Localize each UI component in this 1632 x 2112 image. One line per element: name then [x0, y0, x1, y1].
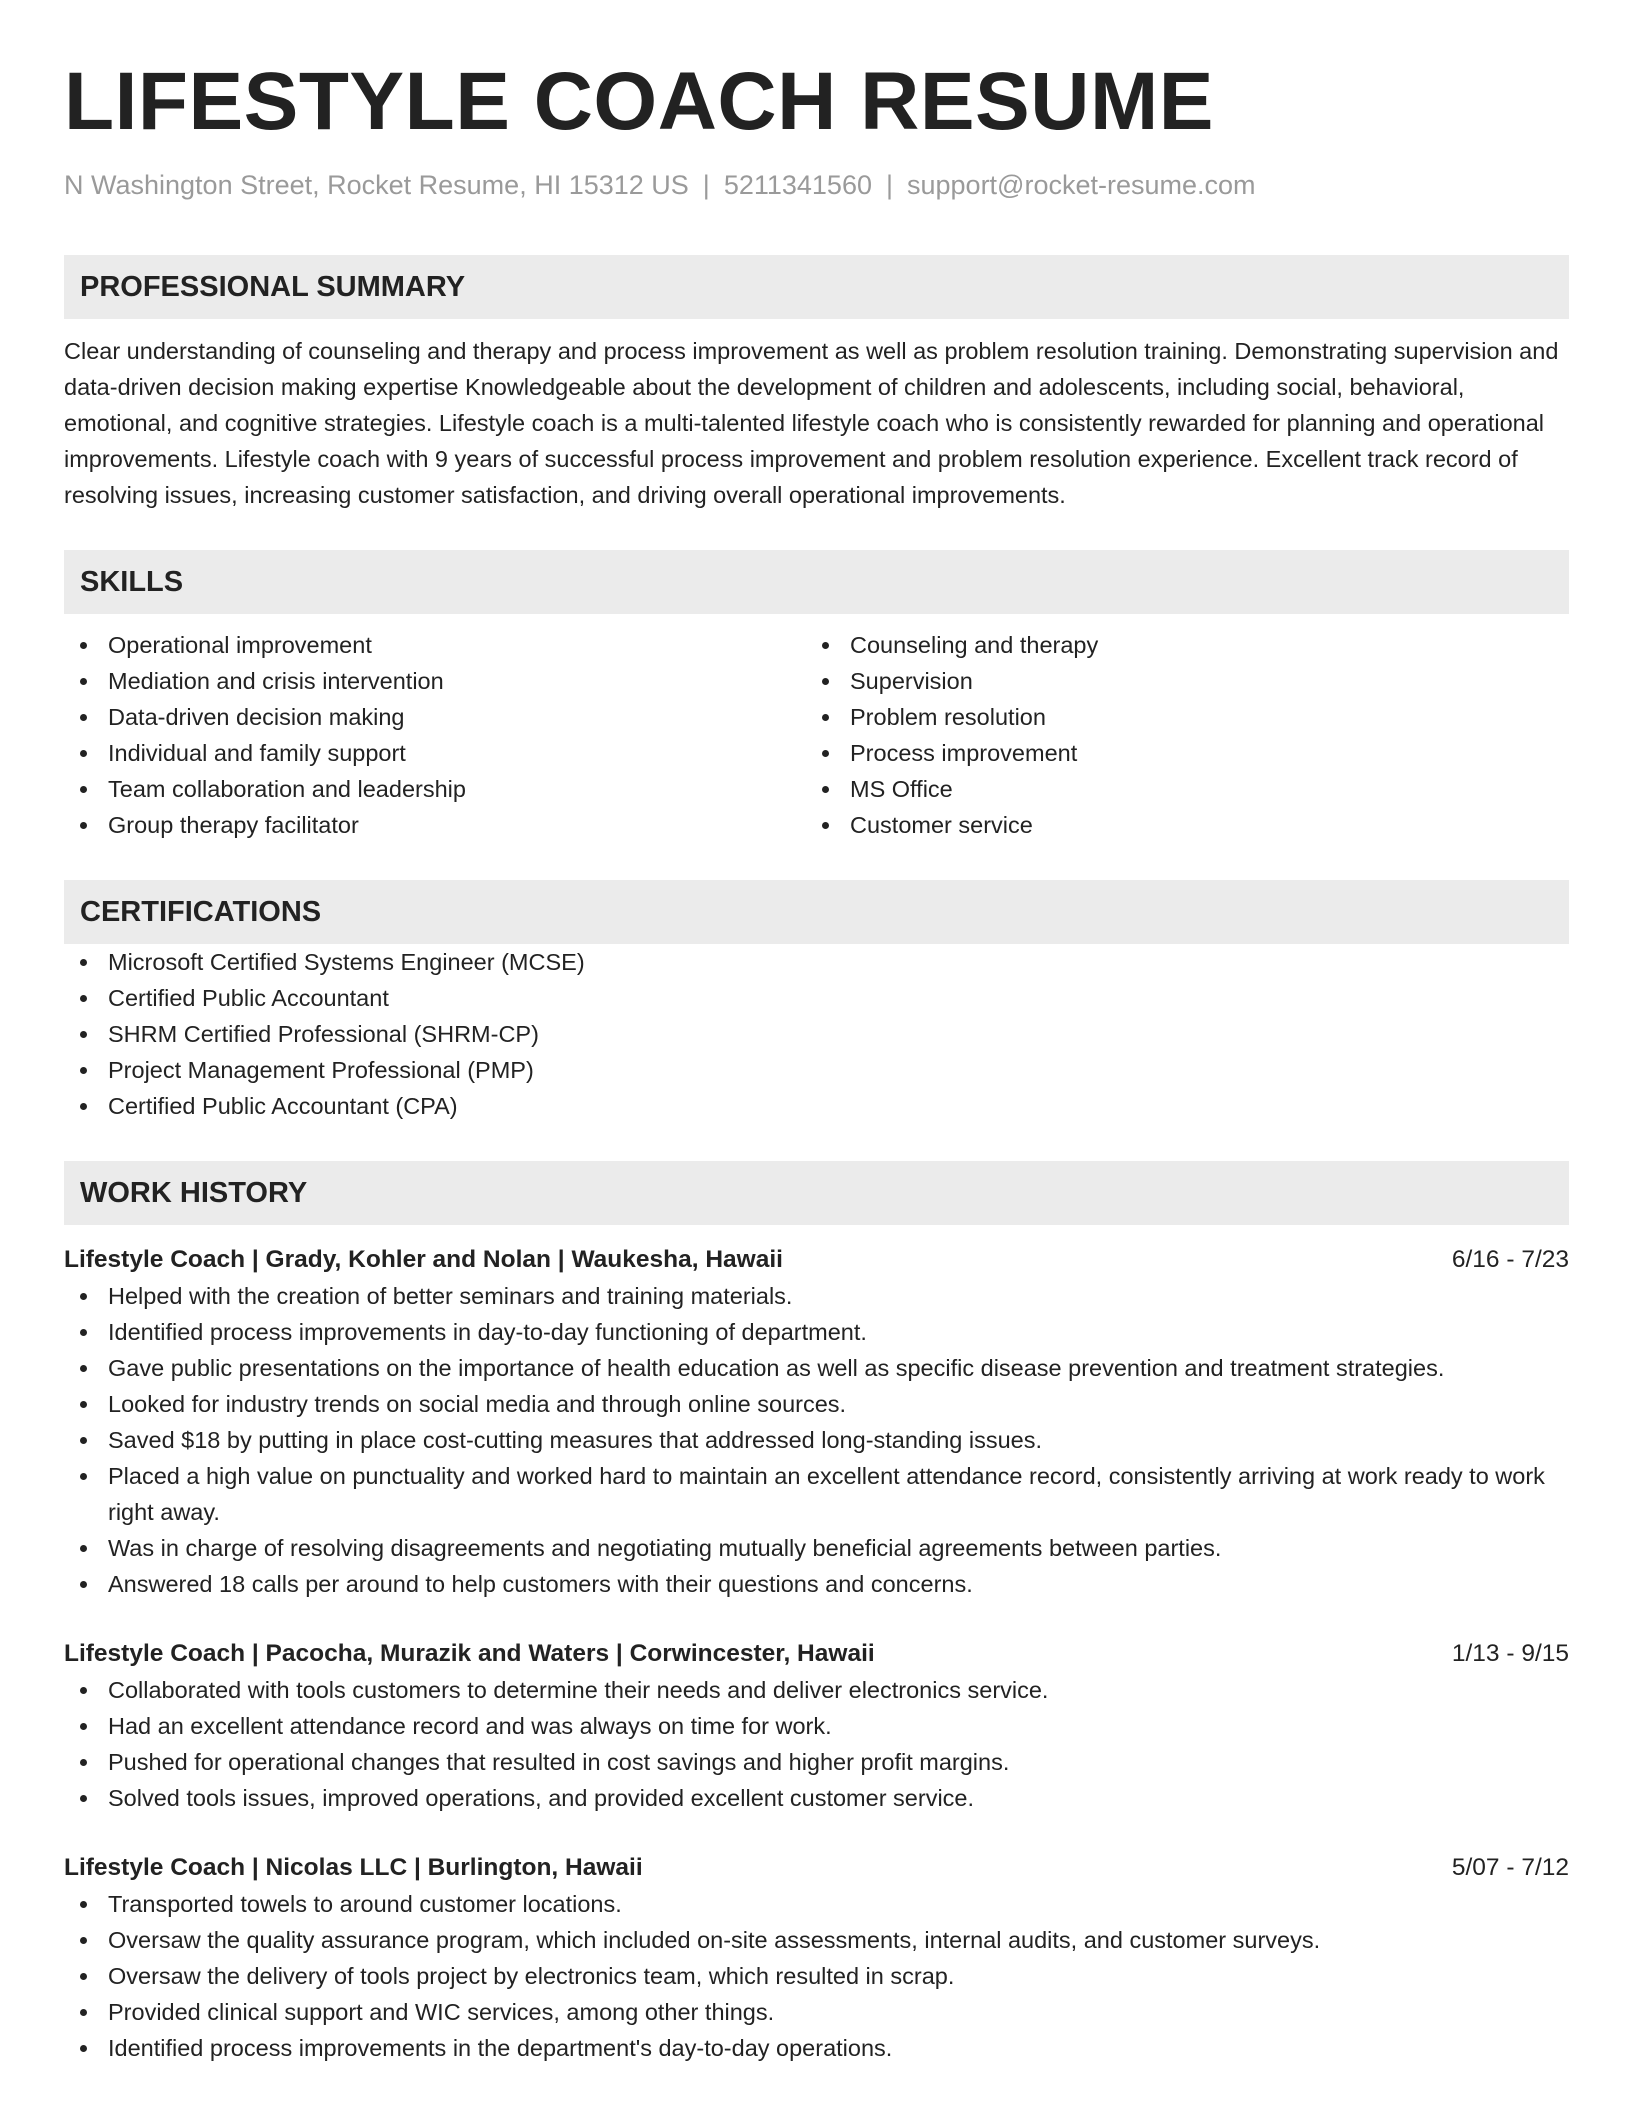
duty-item: Collaborated with tools customers to determine their needs and deliver electronics service. [64, 1672, 1569, 1708]
skill-item: Problem resolution [806, 699, 1548, 735]
skills-list [64, 627, 1569, 843]
job-header [64, 1636, 1569, 1672]
skill-item: Supervision [806, 663, 1548, 699]
duty-item: Answered 18 calls per around to help customers with their questions and concerns. [64, 1566, 1569, 1602]
duty-item: Solved tools issues, improved operations, and provided excellent customer service. [64, 1780, 1569, 1816]
certifications-heading: CERTIFICATIONS [64, 880, 1569, 944]
duty-item: Identified process improvements in day-to-day functioning of department. [64, 1314, 1569, 1350]
certification-item: Certified Public Accountant [64, 980, 1569, 1016]
duty-item: Gave public presentations on the importance of health education as well as specific disease prevention and treatment strategies. [64, 1350, 1569, 1386]
skills-column-right [806, 627, 1548, 843]
duty-item: Placed a high value on punctuality and worked hard to maintain an excellent attendance record, consistently arriving at work ready to work right away. [64, 1458, 1569, 1530]
duty-item: Was in charge of resolving disagreements and negotiating mutually beneficial agreements between parties. [64, 1530, 1569, 1566]
summary-heading: PROFESSIONAL SUMMARY [64, 255, 1569, 319]
skill-item: Team collaboration and leadership [64, 771, 806, 807]
job-entry [64, 1636, 1569, 1816]
job-duties [64, 1672, 1569, 1816]
page-title: LIFESTYLE COACH RESUME [64, 56, 1214, 147]
contact-line [64, 168, 1569, 202]
skill-item: Individual and family support [64, 735, 806, 771]
contact-separator: | [885, 170, 893, 200]
job-header [64, 1850, 1569, 1886]
contact-phone: 5211341560 [723, 170, 872, 200]
work-history-heading: WORK HISTORY [64, 1161, 1569, 1225]
duty-item: Identified process improvements in the department's day-to-day operations. [64, 2030, 1569, 2066]
certification-item: SHRM Certified Professional (SHRM-CP) [64, 1016, 1569, 1052]
resume-page [64, 52, 1569, 2066]
skill-item: Mediation and crisis intervention [64, 663, 806, 699]
job-title: Lifestyle Coach | Grady, Kohler and Nolan | Waukesha, Hawaii [64, 1246, 783, 1273]
duty-item: Oversaw the delivery of tools project by electronics team, which resulted in scrap. [64, 1958, 1569, 1994]
contact-email: support@rocket-resume.com [907, 170, 1256, 200]
skill-item: Customer service [806, 807, 1548, 843]
contact-address: N Washington Street, Rocket Resume, HI 15312 US [64, 170, 689, 200]
job-duties [64, 1278, 1569, 1602]
job-title: Lifestyle Coach | Pacocha, Murazik and Waters | Corwincester, Hawaii [64, 1640, 875, 1667]
summary-text: Clear understanding of counseling and therapy and process improvement as well as problem resolution training. Demonstrating supervision and data-driven decision making expertise Knowledgeable about the development of children and adolescents, including social, behavioral, emotional, and cognitive strategies. Lifestyle coach is a multi-talented lifestyle coach who is consistently rewarded for planning and operational improvements. Lifestyle coach with 9 years of successful process improvement and problem resolution experience. Excellent track record of resolving issues, increasing customer satisfaction, and driving overall operational improvements. [64, 338, 1559, 508]
skill-item: Process improvement [806, 735, 1548, 771]
certification-item: Certified Public Accountant (CPA) [64, 1088, 1569, 1124]
skill-item: MS Office [806, 771, 1548, 807]
duty-item: Saved $18 by putting in place cost-cutting measures that addressed long-standing issues. [64, 1422, 1569, 1458]
duty-item: Pushed for operational changes that resulted in cost savings and higher profit margins. [64, 1744, 1569, 1780]
job-entry [64, 1242, 1569, 1602]
certification-item: Project Management Professional (PMP) [64, 1052, 1569, 1088]
duty-item: Transported towels to around customer locations. [64, 1886, 1569, 1922]
certifications-list [64, 944, 1569, 1124]
job-header [64, 1242, 1569, 1278]
job-title: Lifestyle Coach | Nicolas LLC | Burlington, Hawaii [64, 1854, 643, 1881]
skill-item: Data-driven decision making [64, 699, 806, 735]
skills-column-left [64, 627, 806, 843]
job-duties [64, 1886, 1569, 2066]
duty-item: Had an excellent attendance record and was always on time for work. [64, 1708, 1569, 1744]
certification-item: Microsoft Certified Systems Engineer (MCSE) [64, 944, 1569, 980]
job-entry [64, 1850, 1569, 2066]
duty-item: Looked for industry trends on social media and through online sources. [64, 1386, 1569, 1422]
skill-item: Group therapy facilitator [64, 807, 806, 843]
contact-separator: | [702, 170, 710, 200]
skills-heading: SKILLS [64, 550, 1569, 614]
job-dates: 6/16 - 7/23 [1451, 1246, 1569, 1273]
skill-item: Operational improvement [64, 627, 806, 663]
duty-item: Helped with the creation of better seminars and training materials. [64, 1278, 1569, 1314]
skill-item: Counseling and therapy [806, 627, 1548, 663]
duty-item: Oversaw the quality assurance program, which included on-site assessments, internal audits, and customer surveys. [64, 1922, 1569, 1958]
duty-item: Provided clinical support and WIC services, among other things. [64, 1994, 1569, 2030]
job-dates: 5/07 - 7/12 [1451, 1854, 1569, 1881]
job-dates: 1/13 - 9/15 [1451, 1640, 1569, 1667]
